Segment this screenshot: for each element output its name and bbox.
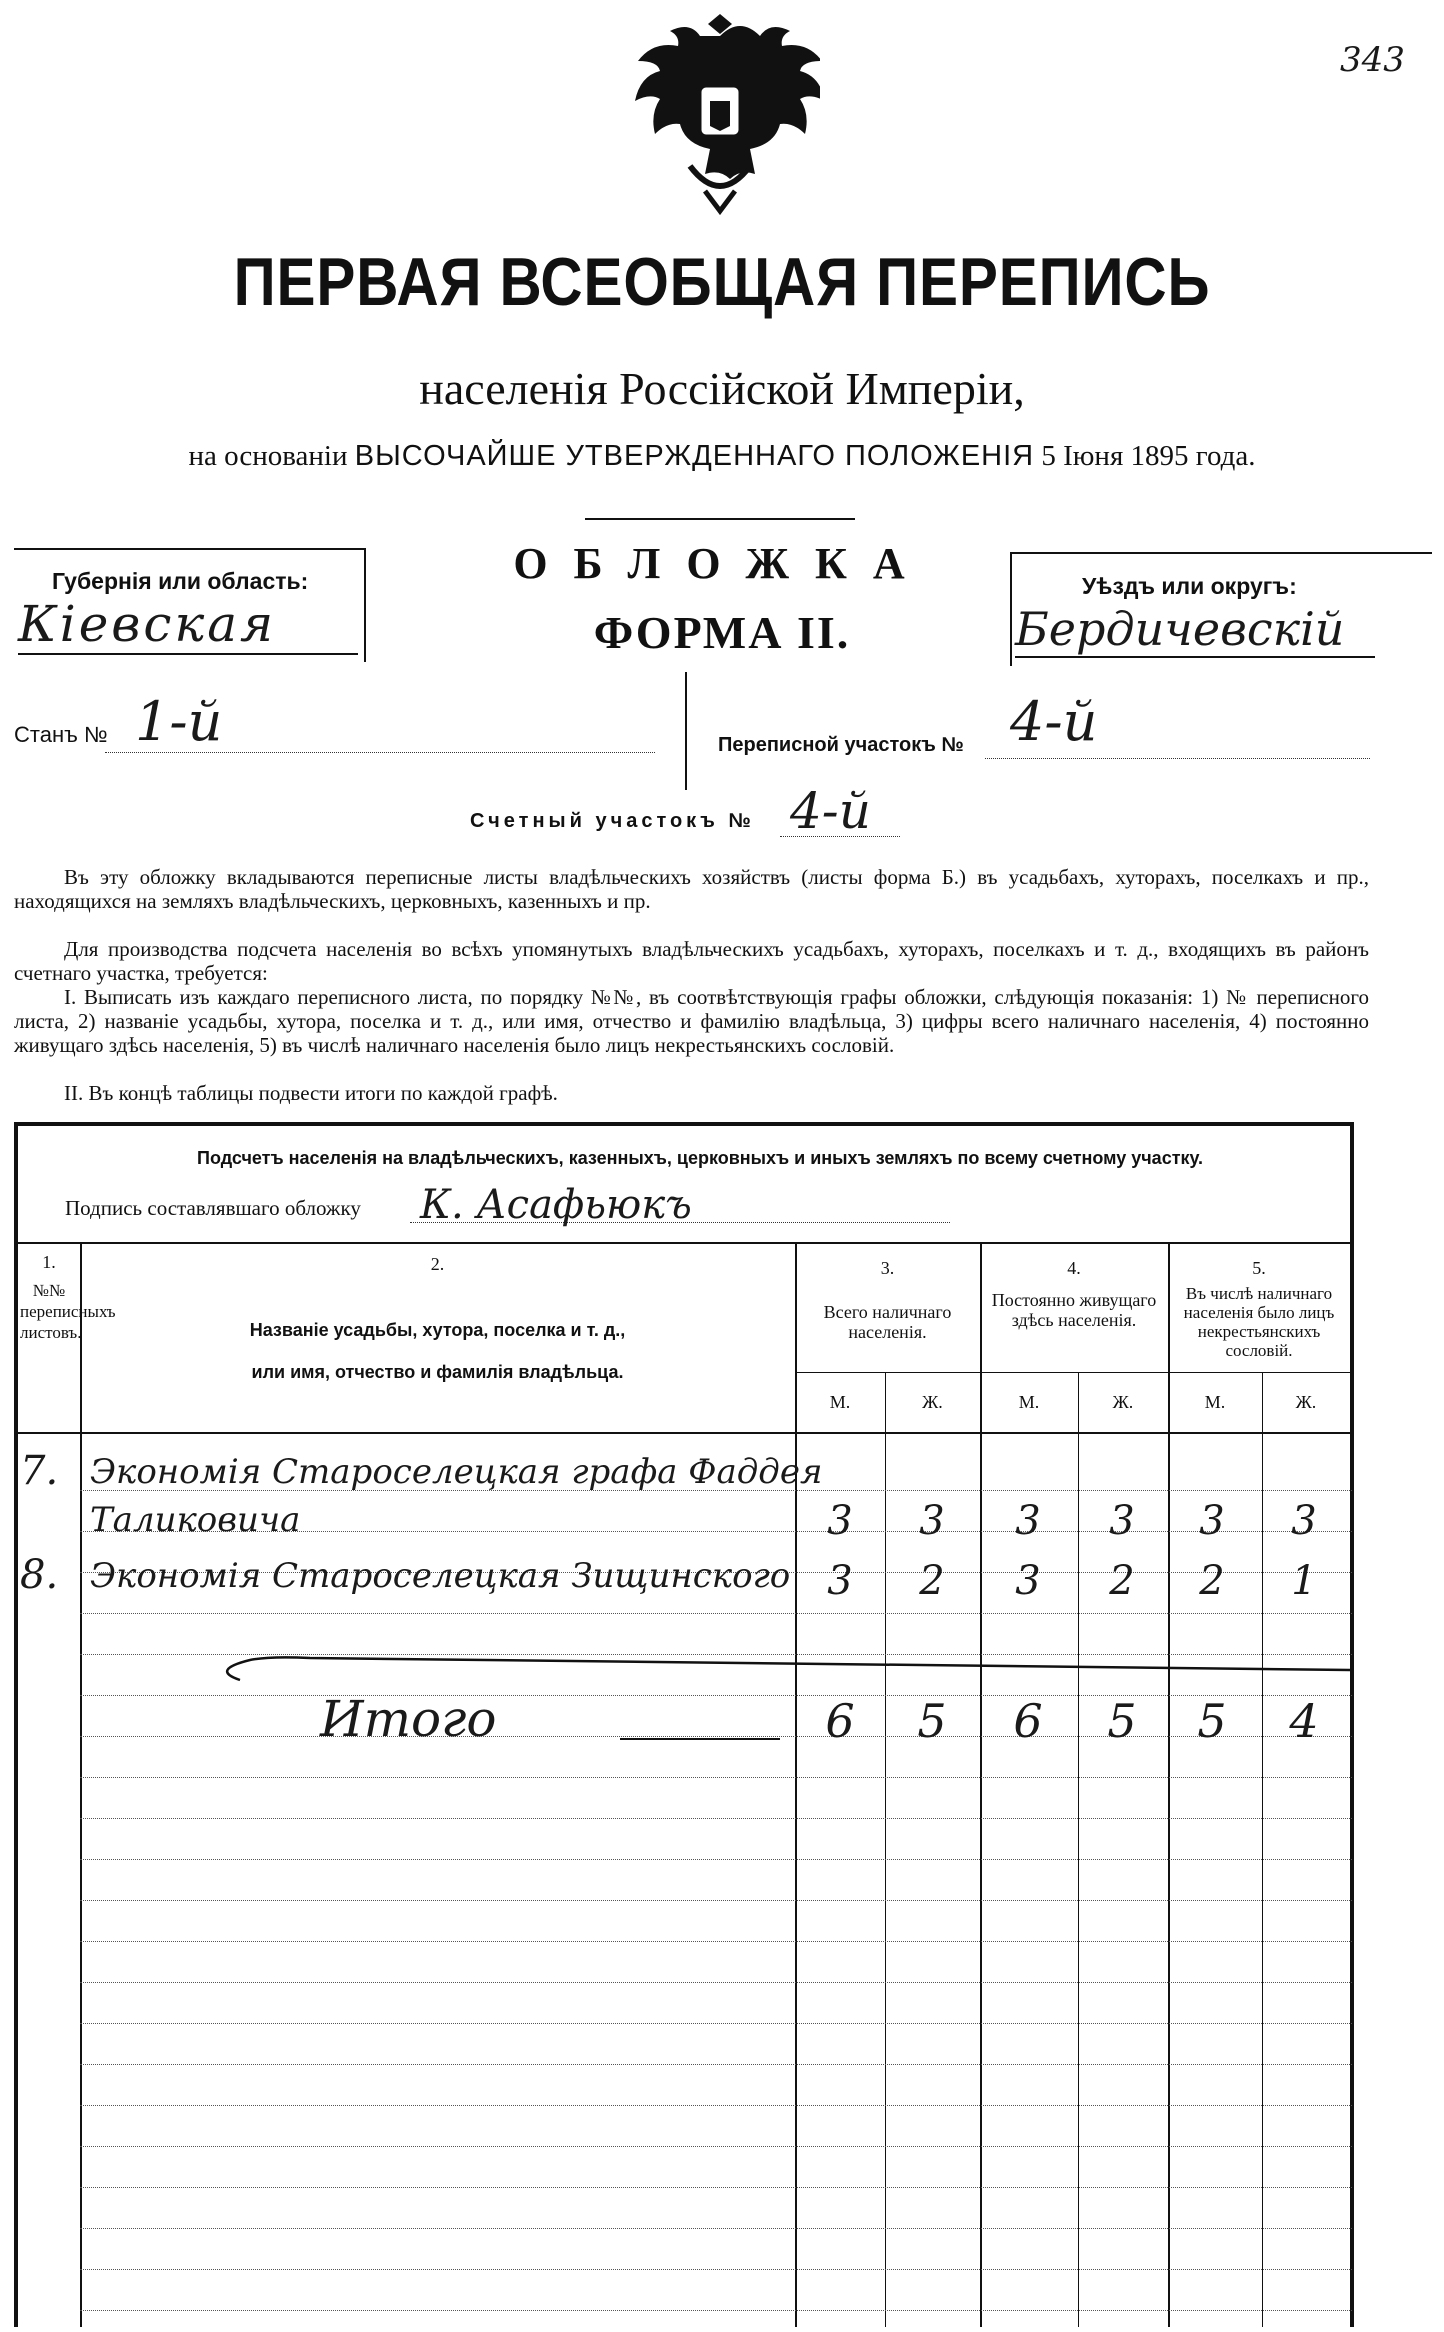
signature-value: К. Асафьюкъ bbox=[420, 1182, 692, 1228]
col3-f: Ж. bbox=[922, 1392, 943, 1412]
col3-m: М. bbox=[829, 1392, 851, 1412]
stan-value: 1-й bbox=[135, 690, 223, 753]
row-8-col5-m: 2 bbox=[1199, 1558, 1225, 1604]
table-ruled-line bbox=[80, 2146, 1352, 2147]
col1-header: №№ переписныхъ листовъ. bbox=[20, 1281, 116, 1342]
row-7-col4-f: 3 bbox=[1109, 1498, 1135, 1544]
col4-number: 4. bbox=[1067, 1258, 1081, 1278]
table-ruled-line bbox=[80, 2187, 1352, 2188]
table-ruled-line bbox=[80, 2269, 1352, 2270]
row-8-col3-m: 3 bbox=[827, 1558, 853, 1604]
col4-header: Постоянно живущаго здѣсь населенія. bbox=[991, 1290, 1157, 1330]
row-8-col5-f: 1 bbox=[1291, 1558, 1317, 1604]
double-headed-eagle-emblem bbox=[620, 6, 820, 221]
table-ruled-line bbox=[80, 1900, 1352, 1901]
instruction-paragraph-1: Въ эту обложку вкладываются переписные листы владѣльческихъ хозяйствъ (листы форма Б.) въ усадьбахъ, хуторахъ, поселкахъ и пр., находящихся на земляхъ владѣльческихъ, церковныхъ, казенныхъ и пр. bbox=[14, 865, 1369, 913]
total-dash bbox=[620, 1738, 780, 1740]
row-7-name-line1: Экономія Староселецкая графа Фаддея bbox=[90, 1452, 823, 1492]
table-ruled-line bbox=[80, 1818, 1352, 1819]
row-7-col5-m: 3 bbox=[1199, 1498, 1225, 1544]
decree-caps: ВЫСОЧАЙШЕ УТВЕРЖДЕННАГО ПОЛОЖЕНІЯ bbox=[354, 440, 1035, 472]
col3-header: Всего наличнаго населенія. bbox=[823, 1302, 952, 1342]
row-8-number: 8. bbox=[20, 1552, 59, 1598]
document-subtitle: населенія Россійской Имперіи, bbox=[419, 363, 1025, 414]
row-7-name-line2: Таликовича bbox=[90, 1500, 301, 1540]
col5-m: М. bbox=[1204, 1392, 1226, 1412]
table-heading: Подсчетъ населенія на владѣльческихъ, казенныхъ, церковныхъ и иныхъ земляхъ по всему счетному участку. bbox=[197, 1148, 1203, 1168]
signature-label: Подпись составлявшаго обложку bbox=[65, 1196, 361, 1220]
page-mark: 343 bbox=[1340, 40, 1405, 80]
row-7-col5-f: 3 bbox=[1291, 1498, 1317, 1544]
col4-mf-divider bbox=[1078, 1372, 1079, 2327]
col1-number: 1. bbox=[42, 1252, 56, 1272]
row-8-name-line1: Экономія Староселецкая Зищинского bbox=[90, 1556, 791, 1596]
row-8-col3-f: 2 bbox=[919, 1558, 945, 1604]
col5-mf-divider bbox=[1262, 1372, 1263, 2327]
document-title: ПЕРВАЯ ВСЕОБЩАЯ ПЕРЕПИСЬ bbox=[233, 244, 1211, 320]
col4-f: Ж. bbox=[1112, 1392, 1134, 1412]
col2-header-line2: или имя, отчество и фамилія владѣльца. bbox=[251, 1362, 624, 1382]
table-ruled-line bbox=[80, 2228, 1352, 2229]
table-ruled-line bbox=[80, 1613, 1352, 1614]
census-area-value: 4-й bbox=[1010, 690, 1098, 753]
total-col3-m: 6 bbox=[825, 1694, 855, 1748]
total-col4-f: 5 bbox=[1107, 1694, 1137, 1748]
table-ruled-line bbox=[80, 2105, 1352, 2106]
decree-line bbox=[0, 440, 1444, 473]
col5-header: Въ числѣ наличнаго населенія было лицъ некрестьянскихъ сословій. bbox=[1183, 1284, 1335, 1360]
form-heading: ФОРМА II. bbox=[593, 607, 851, 658]
header-top-rule bbox=[18, 1242, 1350, 1244]
total-col3-f: 5 bbox=[917, 1694, 947, 1748]
col2-header-line1: Названіе усадьбы, хутора, поселка и т. д., bbox=[249, 1320, 626, 1340]
table-ruled-line bbox=[80, 2310, 1352, 2311]
subheader-rule bbox=[795, 1372, 1350, 1373]
count-area-value: 4-й bbox=[790, 782, 871, 840]
decree-suffix: 5 Іюня 1895 года. bbox=[1041, 440, 1256, 472]
instruction-paragraph-2: Для производства подсчета населенія во всѣхъ упомянутыхъ владѣльческихъ усадьбахъ, хуторахъ, поселкахъ и т. д., входящихъ въ районъ счетнаго участка, требуется: bbox=[14, 937, 1369, 985]
district-value: Бердичевскій bbox=[1015, 602, 1375, 658]
table-ruled-line bbox=[80, 2023, 1352, 2024]
stan-label: Станъ № bbox=[14, 722, 108, 747]
total-col5-f: 4 bbox=[1289, 1694, 1319, 1748]
col2-number: 2. bbox=[430, 1254, 445, 1274]
table-ruled-line bbox=[80, 1941, 1352, 1942]
province-value: Кіевская bbox=[18, 595, 358, 655]
row-8-col4-f: 2 bbox=[1109, 1558, 1135, 1604]
count-area-label: Счетный участокъ № bbox=[470, 810, 755, 832]
col1-divider bbox=[80, 1242, 82, 2327]
table-ruled-line bbox=[80, 1982, 1352, 1983]
table-ruled-line bbox=[80, 1777, 1352, 1778]
province-label: Губернія или область: bbox=[52, 568, 309, 594]
total-label: Итого bbox=[320, 1690, 497, 1748]
fields-divider bbox=[685, 672, 687, 790]
row-8-col4-m: 3 bbox=[1015, 1558, 1041, 1604]
col3-mf-divider bbox=[885, 1372, 886, 2327]
header-bottom-rule bbox=[18, 1432, 1350, 1434]
row-7-col3-f: 3 bbox=[919, 1498, 945, 1544]
decree-prefix: на основаніи bbox=[188, 440, 348, 472]
col4-m: М. bbox=[1018, 1392, 1040, 1412]
total-col4-m: 6 bbox=[1013, 1694, 1043, 1748]
census-area-label: Переписной участокъ № bbox=[718, 734, 964, 756]
col5-f: Ж. bbox=[1295, 1392, 1317, 1412]
title-rule bbox=[585, 518, 855, 520]
col3-number: 3. bbox=[880, 1258, 895, 1278]
table-ruled-line bbox=[80, 1859, 1352, 1860]
census-area-dotted-line bbox=[985, 758, 1370, 759]
cover-heading: ОБЛОЖКА bbox=[513, 539, 931, 588]
table-ruled-line bbox=[80, 2064, 1352, 2065]
col5-number: 5. bbox=[1252, 1258, 1266, 1278]
total-col5-m: 5 bbox=[1197, 1694, 1227, 1748]
row-7-col3-m: 3 bbox=[827, 1498, 853, 1544]
row-7-number: 7. bbox=[20, 1448, 59, 1494]
instruction-paragraph-4: II. Въ концѣ таблицы подвести итоги по каждой графѣ. bbox=[64, 1081, 558, 1105]
instruction-paragraph-3: I. Выписать изъ каждаго переписного листа, по порядку №№, въ соотвѣтствующія графы обложки, слѣдующія показанія: 1) № переписного листа, 2) названіе усадьбы, хутора, поселка и т. д., или имя, отчество и фамилію владѣльца, 3) цифры всего наличнаго населенія, 4) постоянно живущаго здѣсь населенія, 5) въ числѣ наличнаго населенія было лицъ некрестьянскихъ сословій. bbox=[14, 985, 1369, 1057]
district-label: Уѣздъ или округъ: bbox=[1082, 573, 1297, 599]
row-7-col4-m: 3 bbox=[1015, 1498, 1041, 1544]
